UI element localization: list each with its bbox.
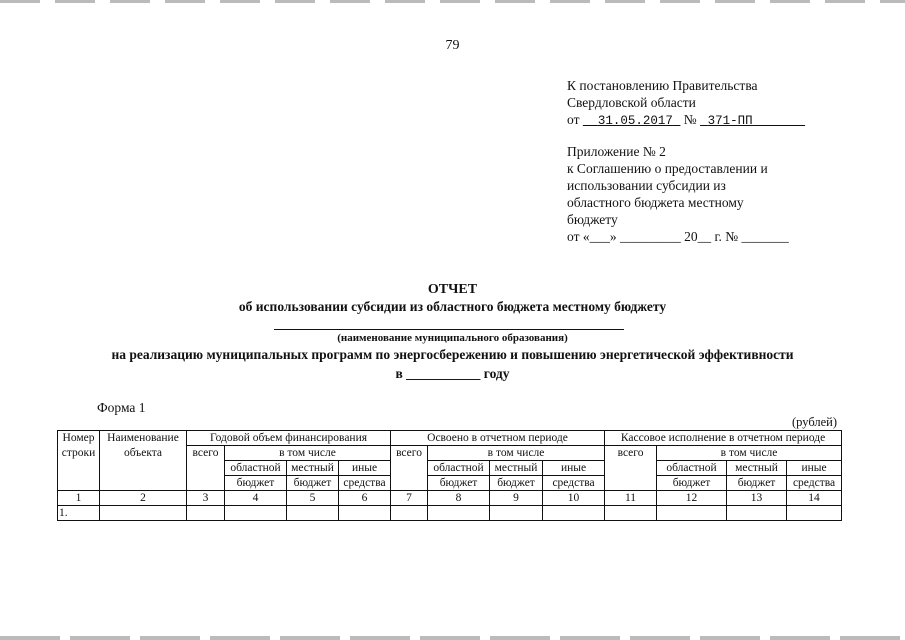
col-number: 10 <box>543 491 605 506</box>
appendix-line-4: областного бюджета местному <box>567 195 744 210</box>
col-number: 7 <box>391 491 428 506</box>
col-number: 14 <box>787 491 842 506</box>
header-row-3 <box>58 461 842 476</box>
th-local-3b: бюджет <box>727 476 787 491</box>
decree-number: 371-ПП <box>707 114 753 128</box>
th-local-2b: бюджет <box>490 476 543 491</box>
th-row-no-2: строки <box>58 446 100 461</box>
col-number: 12 <box>657 491 727 506</box>
units-label: (рублей) <box>792 415 838 429</box>
th-regional-1: областной <box>225 461 287 476</box>
report-title: ОТЧЕТ <box>427 282 478 297</box>
th-including-3: в том числе <box>657 446 842 461</box>
decree-date: 31.05.2017 <box>597 114 673 128</box>
form-label: Форма 1 <box>97 400 146 415</box>
appendix-line-5: бюджету <box>567 212 618 227</box>
th-other-3: иные <box>787 461 842 476</box>
th-other-1: иные <box>339 461 391 476</box>
column-number-row <box>58 491 842 506</box>
th-other-2: иные <box>543 461 605 476</box>
th-local-3: местный <box>727 461 787 476</box>
th-regional-2b: бюджет <box>428 476 490 491</box>
decree-date-line <box>567 111 805 130</box>
col-number: 3 <box>187 491 225 506</box>
th-local-2: местный <box>490 461 543 476</box>
page-number: 79 <box>445 38 460 53</box>
th-mastered: Освоено в отчетном периоде <box>391 431 605 446</box>
col-number: 2 <box>100 491 187 506</box>
appendix-line-3: использовании субсидии из <box>567 178 726 193</box>
table-row <box>58 506 842 521</box>
report-year-line: в ___________ году <box>395 366 510 381</box>
decree-no-sign: № <box>683 112 697 127</box>
cell-object-name <box>100 506 187 521</box>
col-number: 6 <box>339 491 391 506</box>
th-other-2b: средства <box>543 476 605 491</box>
header-row-4 <box>58 476 842 491</box>
header-row-1 <box>58 431 842 446</box>
report-table <box>57 430 842 521</box>
col-number: 11 <box>605 491 657 506</box>
th-total-3: всего <box>605 446 657 491</box>
th-local-1: местный <box>287 461 339 476</box>
report-subtitle: об использовании субсидии из областного бюджета местному бюджету <box>238 299 667 314</box>
th-regional-2: областной <box>428 461 490 476</box>
col-number: 8 <box>428 491 490 506</box>
th-object-name-2: объекта <box>100 446 187 461</box>
th-row-no: Номер <box>58 431 100 446</box>
col-number: 13 <box>727 491 787 506</box>
col-number: 5 <box>287 491 339 506</box>
th-other-1b: средства <box>339 476 391 491</box>
appendix-line-2: к Соглашению о предоставлении и <box>567 161 768 176</box>
th-object-name: Наименование <box>100 431 187 446</box>
col-number: 9 <box>490 491 543 506</box>
th-total-2: всего <box>391 446 428 491</box>
th-regional-3: областной <box>657 461 727 476</box>
row-number: 1. <box>58 506 100 521</box>
col-number: 1 <box>58 491 100 506</box>
scan-edge-top <box>0 0 905 3</box>
municipality-caption: (наименование муниципального образования) <box>337 332 568 344</box>
th-regional-1b: бюджет <box>225 476 287 491</box>
report-purpose: на реализацию муниципальных программ по энергосбережению и повышению энергетической эффективности <box>111 347 794 362</box>
header-row-2 <box>58 446 842 461</box>
th-cash-execution: Кассовое исполнение в отчетном периоде <box>605 431 842 446</box>
scan-edge-bottom <box>0 636 905 640</box>
decree-line-1: К постановлению Правительства <box>567 78 758 93</box>
th-other-3b: средства <box>787 476 842 491</box>
decree-from: от <box>567 112 580 127</box>
th-regional-3b: бюджет <box>657 476 727 491</box>
decree-reference <box>567 77 805 130</box>
th-annual-financing: Годовой объем финансирования <box>187 431 391 446</box>
appendix-line-6: от «___» _________ 20__ г. № _______ <box>567 229 789 244</box>
th-total-1: всего <box>187 446 225 491</box>
appendix-reference <box>567 143 837 245</box>
decree-line-2: Свердловской области <box>567 95 696 110</box>
th-including-1: в том числе <box>225 446 391 461</box>
municipality-blank-line <box>274 329 624 330</box>
appendix-line-1: Приложение № 2 <box>567 144 666 159</box>
th-local-1b: бюджет <box>287 476 339 491</box>
th-including-2: в том числе <box>428 446 605 461</box>
col-number: 4 <box>225 491 287 506</box>
